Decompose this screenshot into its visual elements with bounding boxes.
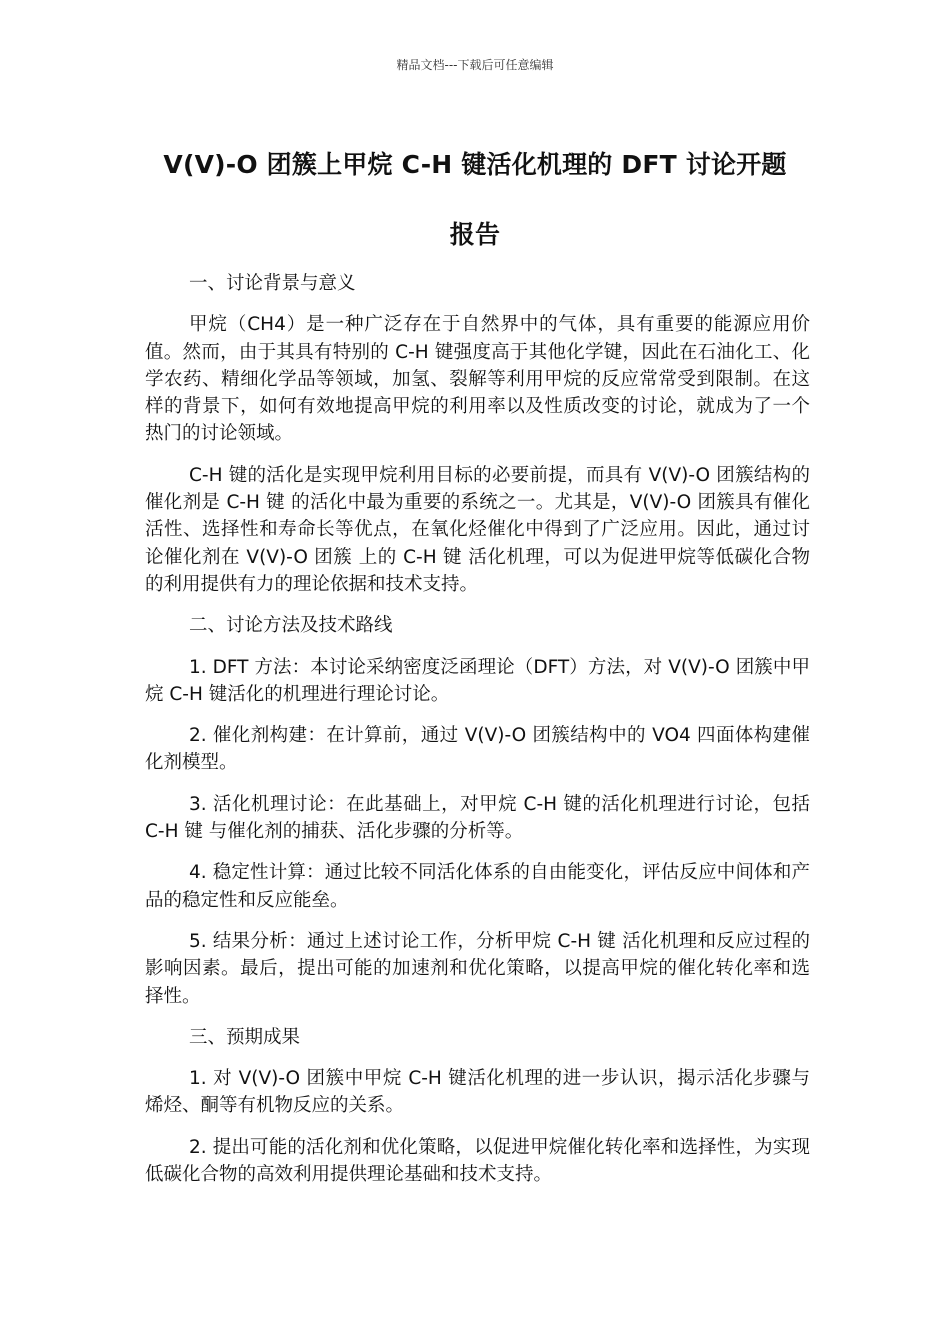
list-item: 2. 提出可能的活化剂和优化策略，以促进甲烷催化转化率和选择性，为实现低碳化合物的高效利用提供理论基础和技术支持。 — [145, 1136, 810, 1186]
title-line-2: 报告 — [449, 220, 501, 249]
title-line-1: V(V)-O 团簇上甲烷 C-H 键活化机理的 DFT 讨论开题 — [163, 150, 787, 179]
list-item: 3. 活化机理讨论：在此基础上，对甲烷 C-H 键的活化机理进行讨论，包括 C-H 键 与催化剂的捕获、活化步骤的分析等。 — [145, 793, 810, 843]
section-heading-background: 一、讨论背景与意义 — [189, 273, 356, 294]
list-item: 5. 结果分析：通过上述讨论工作，分析甲烷 C-H 键 活化机理和反应过程的影响因素。最后，提出可能的加速剂和优化策略，以提高甲烷的催化转化率和选择性。 — [145, 930, 810, 1007]
document-body — [145, 270, 810, 1202]
page-header: 精品文档---下载后可任意编辑 — [396, 58, 554, 72]
section-heading-expected-results: 三、预期成果 — [189, 1026, 301, 1048]
list-item: 1. 对 V(V)-O 团簇中甲烷 C-H 键活化机理的进一步认识，揭示活化步骤与烯烃、酮等有机物反应的关系。 — [145, 1068, 810, 1117]
document-title — [140, 130, 810, 270]
section-heading-methods: 二、讨论方法及技术路线 — [189, 615, 393, 637]
list-item: 4. 稳定性计算：通过比较不同活化体系的自由能变化，评估反应中间体和产品的稳定性和反应能垒。 — [145, 862, 810, 911]
paragraph: C-H 键的活化是实现甲烷利用目标的必要前提，而具有 V(V)-O 团簇结构的催化剂是 C-H 键 的活化中最为重要的系统之一。尤其是，V(V)-O 团簇具有催化活性、选择性和寿命长等优点，在氧化烃催化中得到了广泛应用。因此，通过讨论催化剂在 V(V)-O 团簇 上的 C-H 键 活化机理，可以为促进甲烷等低碳化合物的利用提供有力的理论依据和技术支持。 — [145, 464, 810, 595]
paragraph: 甲烷（CH4）是一种广泛存在于自然界中的气体，具有重要的能源应用价值。然而，由于其具有特别的 C-H 键强度高于其他化学键，因此在石油化工、化学农药、精细化学品等领域，加氢、裂解等利用甲烷的反应常常受到限制。在这样的背景下，如何有效地提高甲烷的利用率以及性质改变的讨论，就成为了一个热门的讨论领域。 — [145, 314, 810, 445]
list-item: 1. DFT 方法：本讨论采纳密度泛函理论（DFT）方法，对 V(V)-O 团簇中甲烷 C-H 键活化的机理进行理论讨论。 — [145, 656, 810, 705]
list-item: 2. 催化剂构建：在计算前，通过 V(V)-O 团簇结构中的 VO4 四面体构建催化剂模型。 — [145, 725, 810, 774]
